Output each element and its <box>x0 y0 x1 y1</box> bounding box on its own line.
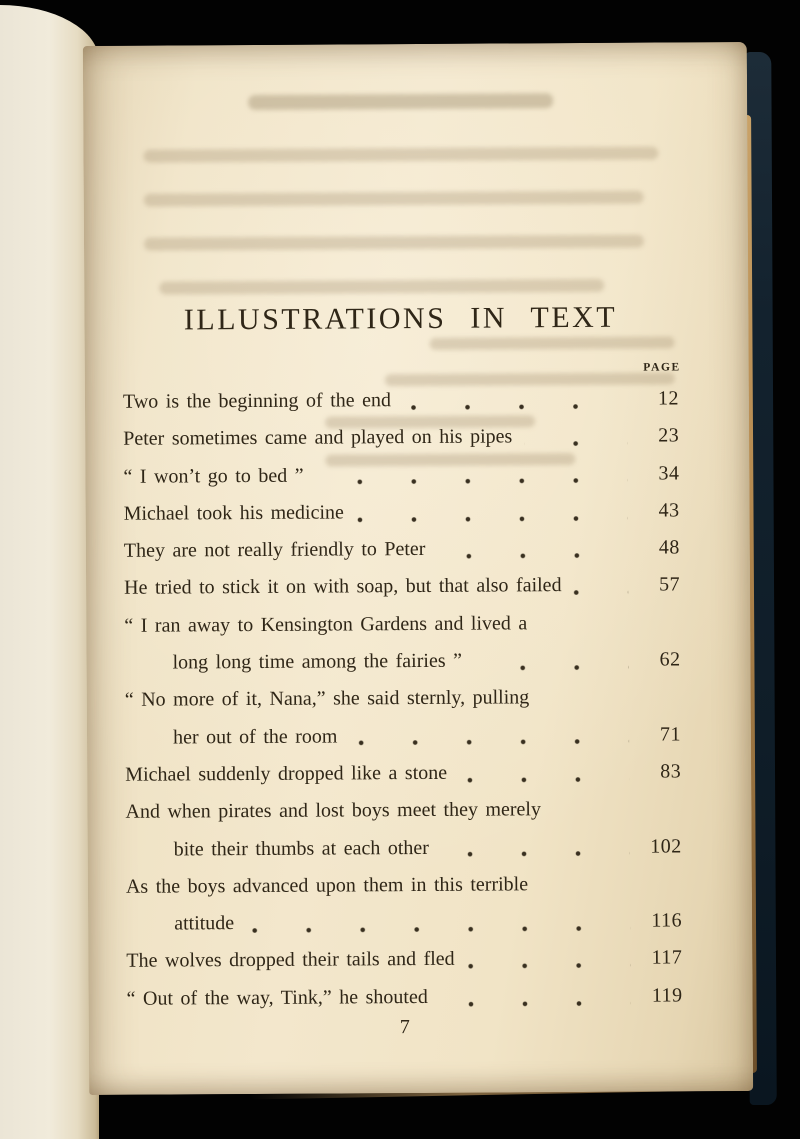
ghost-text-line <box>159 279 604 295</box>
ghost-text-line <box>248 93 553 110</box>
toc-page-number: 23 <box>658 424 680 447</box>
toc-page-number: 119 <box>651 984 683 1007</box>
ghost-text-line <box>144 191 644 207</box>
page-column-header: PAGE <box>643 361 681 374</box>
toc-page-number: 12 <box>657 387 680 410</box>
folio-page-number: 7 <box>399 1016 410 1039</box>
dot-leader <box>437 553 627 559</box>
toc-row <box>124 567 680 608</box>
toc-entry-text: her out of the room <box>172 725 338 749</box>
dot-leader <box>440 1000 631 1006</box>
toc-row <box>123 418 679 459</box>
toc-row <box>126 940 682 981</box>
dot-leader <box>574 590 629 595</box>
toc-page-number: 117 <box>651 946 683 970</box>
toc-row <box>126 865 682 906</box>
dot-leader <box>441 851 630 857</box>
toc-page-number: 57 <box>659 573 681 597</box>
toc-row <box>126 828 682 869</box>
toc-row <box>127 977 683 1018</box>
dot-leader <box>316 478 628 485</box>
toc-row <box>123 380 679 421</box>
toc-row <box>124 604 680 645</box>
toc-page-number: 43 <box>658 499 680 522</box>
toc-entry-text: They are not really friendly to Peter <box>123 538 426 562</box>
illustrations-list <box>123 380 683 1017</box>
dot-leader <box>459 776 629 782</box>
toc-page-number: 48 <box>658 536 680 559</box>
toc-page-number: 102 <box>650 834 682 858</box>
toc-page-number: 62 <box>659 648 681 671</box>
toc-entry-text: “ I ran away to Kensington Gardens and lived a <box>124 612 528 637</box>
toc-row <box>125 679 681 720</box>
dot-leader <box>246 926 630 933</box>
toc-row <box>125 791 681 832</box>
toc-entry-text: “ No more of it, Nana,” she said sternly, pulling <box>124 686 530 712</box>
toc-page-number: 71 <box>659 723 682 746</box>
dot-leader <box>524 441 627 447</box>
dot-leader <box>403 404 627 410</box>
toc-row <box>125 753 681 794</box>
toc-row <box>125 716 681 757</box>
toc-entry-text: Michael took his medicine <box>123 501 344 525</box>
toc-entry-text: And when pirates and lost boys meet they merely <box>125 798 542 824</box>
toc-page-number: 83 <box>660 760 682 783</box>
dot-leader <box>467 963 631 969</box>
ghost-text-line <box>430 336 675 349</box>
toc-page-number: 116 <box>651 909 683 932</box>
dot-leader <box>356 515 628 522</box>
toc-row <box>124 492 680 533</box>
toc-entry-text: Two is the beginning of the end <box>122 389 392 413</box>
toc-row <box>126 903 682 944</box>
toc-row <box>123 455 679 496</box>
toc-entry-text: The wolves dropped their tails and fled <box>126 948 455 973</box>
page-title: ILLUSTRATIONS IN TEXT <box>183 300 618 337</box>
dot-leader <box>349 739 629 746</box>
toc-row <box>124 530 680 571</box>
book-page <box>83 42 753 1095</box>
toc-row <box>124 641 680 682</box>
toc-entry-text: Peter sometimes came and played on his pipes <box>123 425 513 451</box>
toc-entry-text: long long time among the fairies ” <box>172 649 463 674</box>
ghost-text-line <box>144 235 644 251</box>
toc-entry-text: As the boys advanced upon them in this terrible <box>125 873 529 898</box>
toc-page-number: 34 <box>658 461 680 485</box>
toc-entry-text: Michael suddenly dropped like a stone <box>125 761 448 786</box>
toc-entry-text: “ Out of the way, Tink,” he shouted <box>126 985 428 1010</box>
toc-entry-text: attitude <box>174 912 235 935</box>
ghost-text-line <box>143 147 658 163</box>
toc-entry-text: “ I won’t go to bed ” <box>123 464 304 488</box>
dot-leader <box>474 665 629 671</box>
toc-entry-text: bite their thumbs at each other <box>173 836 429 861</box>
toc-entry-text: He tried to stick it on with soap, but that also failed <box>124 574 562 600</box>
